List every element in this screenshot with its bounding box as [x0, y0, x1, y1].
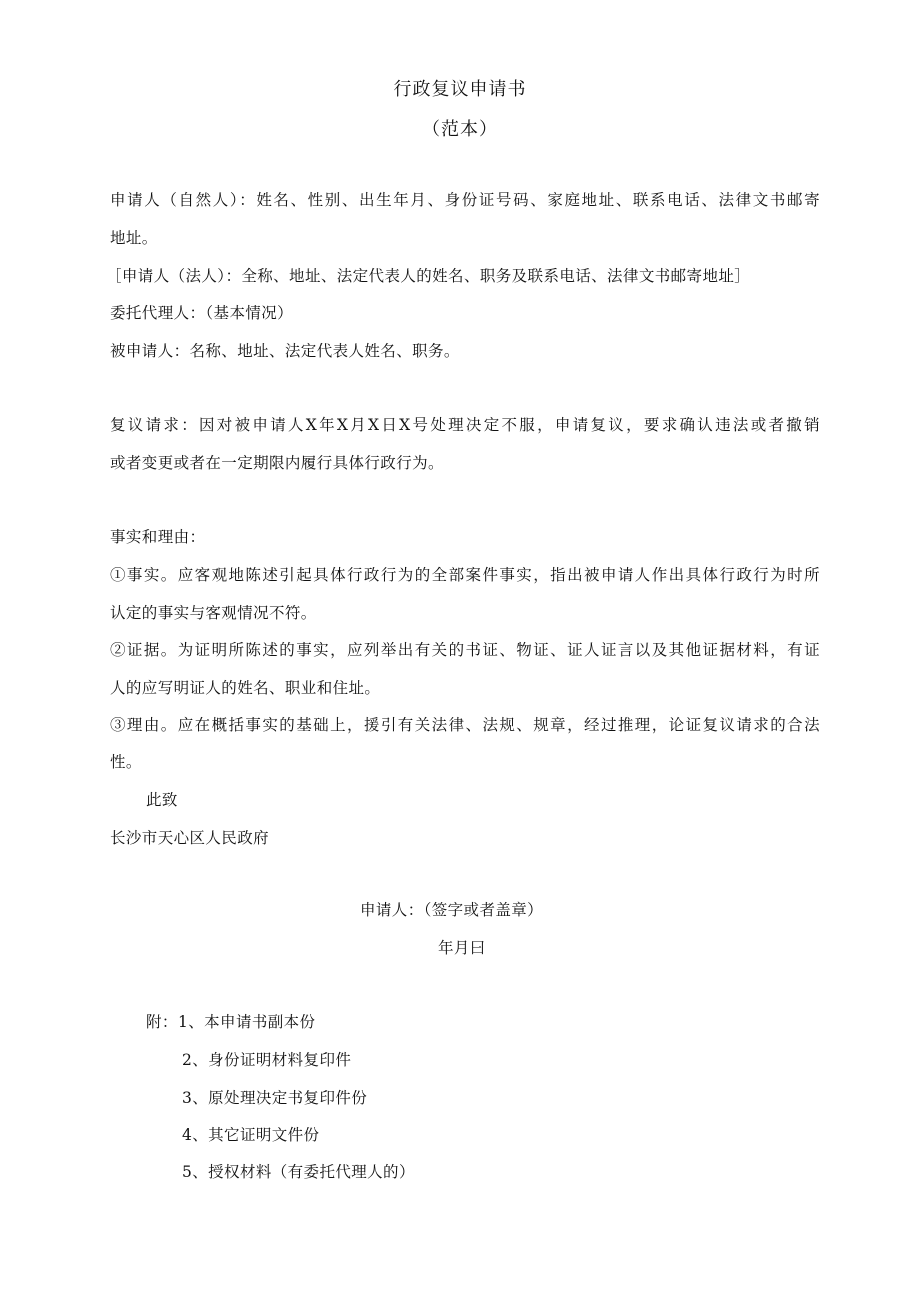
closing-recipient: 长沙市天心区人民政府	[110, 829, 270, 847]
signature-date: 年月曰	[438, 939, 486, 957]
document-subtitle: （范本）	[422, 119, 498, 140]
signature-applicant: 申请人：（签字或者盖章）	[360, 901, 544, 919]
closing-greeting: 此致	[146, 791, 178, 809]
attachments-prefix: 附：	[146, 1013, 178, 1031]
attachment-item: 1、本申请书副本份	[178, 1013, 316, 1031]
agent-line: 委托代理人：（基本情况）	[110, 304, 294, 322]
attachment-item: 3、原处理决定书复印件份	[182, 1089, 368, 1107]
facts-item-3-line-2: 性。	[110, 753, 142, 771]
document-title: 行政复议申请书	[393, 79, 527, 100]
attachment-item: 5、授权材料（有委托代理人的）	[182, 1163, 415, 1181]
facts-item-2-line-2: 人的应写明证人的姓名、职业和住址。	[110, 679, 381, 697]
applicant-natural-line-2: 地址。	[110, 229, 158, 247]
request-line-2: 或者变更或者在一定期限内履行具体行政行为。	[110, 454, 444, 472]
attachment-item: 2、身份证明材料复印件	[182, 1051, 352, 1069]
attachment-item: 4、其它证明文件份	[182, 1126, 320, 1144]
facts-item-2-line-1: ②证据。为证明所陈述的事实，应列举出有关的书证、物证、证人证言以及其他证据材料，有证	[110, 641, 820, 659]
facts-heading: 事实和理由：	[110, 528, 206, 546]
applicant-legal-line: ［申请人（法人）：全称、地址、法定代表人的姓名、职务及联系电话、法律文书邮寄地址］	[106, 267, 751, 285]
request-line-1: 复议请求：因对被申请人X年X月X日X号处理决定不服，申请复议，要求确认违法或者撤销	[110, 416, 820, 434]
applicant-natural-line-1: 申请人（自然人）：姓名、性别、出生年月、身份证号码、家庭地址、联系电话、法律文书邮寄	[110, 191, 820, 209]
facts-item-1-line-1: ①事实。应客观地陈述引起具体行政行为的全部案件事实，指出被申请人作出具体行政行为时所	[110, 566, 820, 584]
respondent-line: 被申请人：名称、地址、法定代表人姓名、职务。	[110, 342, 460, 360]
facts-item-1-line-2: 认定的事实与客观情况不符。	[110, 604, 317, 622]
facts-item-3-line-1: ③理由。应在概括事实的基础上，援引有关法律、法规、规章，经过推理，论证复议请求的合法	[110, 716, 820, 734]
